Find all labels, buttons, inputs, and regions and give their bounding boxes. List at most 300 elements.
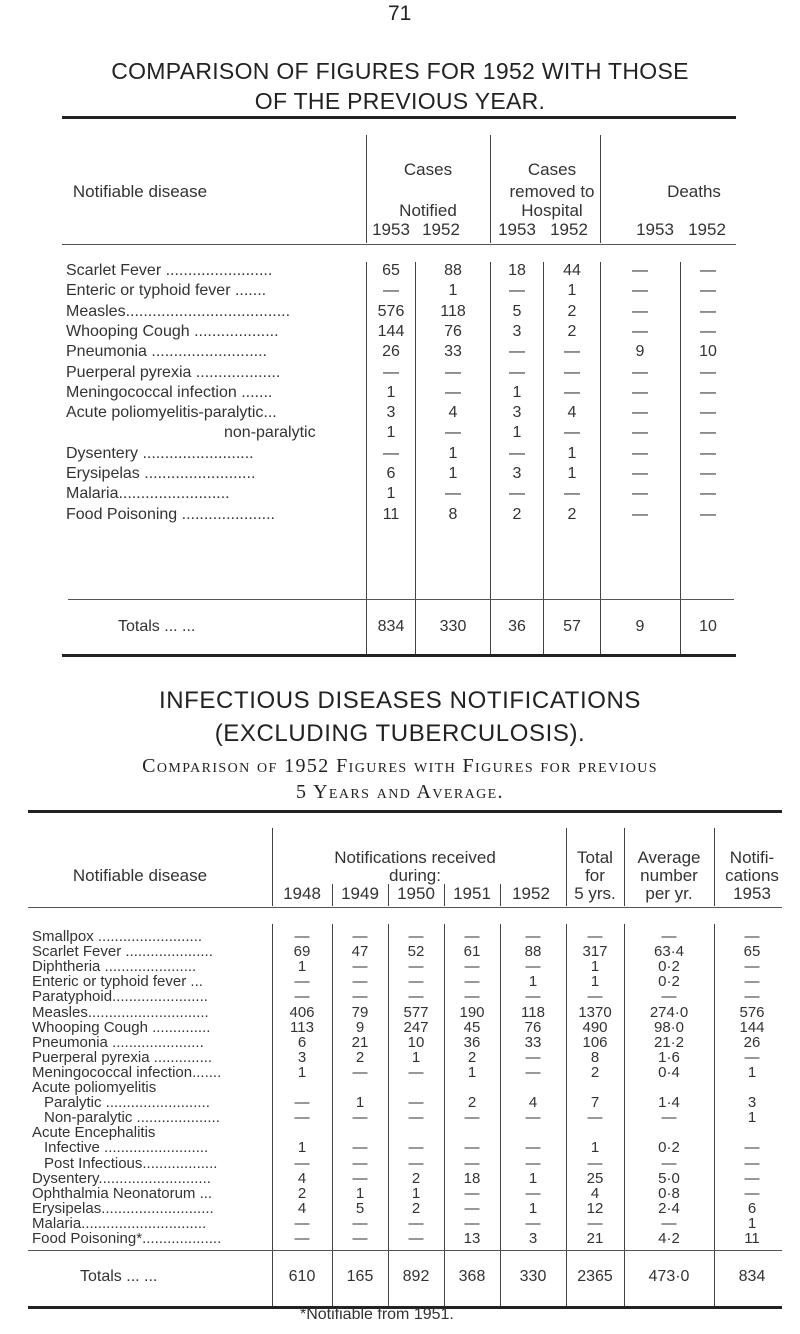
table-row-label: Infective ......................... — [44, 1139, 209, 1157]
table-row-label: Smallpox ......................... — [32, 928, 203, 945]
table-cell: 247 — [403, 1018, 429, 1036]
table-cell: — — [525, 988, 541, 1006]
table-row-label: Pneumonia .......................... — [66, 343, 267, 361]
table-cell: 88 — [524, 943, 542, 961]
t2-header-notif-2: during: — [389, 866, 441, 885]
table-cell: 1 — [355, 1094, 365, 1112]
table-cell: — — [352, 1230, 368, 1247]
table-row-label: Ophthalmia Neonatorum ... — [32, 1184, 213, 1202]
table-cell: 1·4 — [658, 1094, 680, 1112]
table-cell: — — [700, 444, 716, 462]
table-cell: 4 — [528, 1094, 538, 1112]
table-row-label: Dysentery........................... — [32, 1169, 211, 1187]
table-cell: — — [509, 282, 525, 300]
table-cell: — — [445, 363, 461, 381]
t1-vline — [415, 262, 416, 656]
t2-year: 1951 — [453, 884, 491, 903]
table-cell: — — [661, 1109, 677, 1127]
table-row-label: Scarlet Fever ..................... — [32, 943, 213, 961]
table-cell: — — [445, 383, 461, 401]
table-cell: 6 — [747, 1199, 757, 1217]
t2-header-avg-3: per yr. — [645, 884, 693, 903]
table-cell: 21 — [586, 1230, 604, 1247]
totals-cell: 330 — [439, 618, 467, 635]
table-cell: — — [744, 1139, 760, 1157]
table-cell: 3 — [297, 1048, 307, 1066]
table-cell: 79 — [351, 1003, 369, 1021]
section-title: INFECTIOUS DISEASES NOTIFICATIONS — [158, 687, 642, 714]
totals-label: Totals ... ... — [118, 618, 196, 635]
table-cell: 4·2 — [658, 1230, 680, 1247]
table-cell: — — [744, 1169, 760, 1187]
table-cell: — — [632, 404, 648, 422]
table-row-label: Erysipelas........................... — [32, 1199, 214, 1217]
table-cell: 118 — [521, 1003, 545, 1021]
table-cell: 0·2 — [658, 973, 680, 991]
table-cell: 0·2 — [658, 958, 680, 976]
table-cell: 1 — [448, 465, 458, 482]
table-cell: 2 — [467, 1094, 477, 1112]
table-cell: 106 — [582, 1033, 608, 1051]
table-cell: — — [294, 1154, 310, 1172]
table-cell: — — [564, 383, 580, 401]
table-cell: 1370 — [578, 1003, 612, 1021]
table-cell: — — [352, 988, 368, 1006]
page-title: COMPARISON OF FIGURES FOR 1952 WITH THOSE — [111, 58, 689, 84]
table-cell: 113 — [290, 1018, 314, 1036]
table-row-label: Whooping Cough ................... — [66, 322, 279, 340]
totals-cell: 368 — [458, 1268, 486, 1285]
table-cell: 1 — [747, 1063, 757, 1081]
t2-header-avg-1: Average — [637, 848, 701, 867]
table-cell: 4 — [590, 1184, 600, 1202]
table-cell: — — [445, 424, 461, 442]
t2-year: 1952 — [512, 884, 550, 903]
table-cell: — — [408, 928, 424, 945]
table-row-label: Food Poisoning ..................... — [66, 505, 275, 523]
table-cell: 98·0 — [653, 1018, 685, 1036]
table-row-label: Whooping Cough .............. — [32, 1018, 211, 1036]
table-cell: — — [352, 1214, 368, 1232]
table-cell: 0·4 — [658, 1063, 680, 1081]
table-cell: — — [632, 282, 648, 300]
table-row-label: non-paralytic — [224, 424, 316, 442]
t1-header-removed-3: Hospital — [521, 201, 583, 220]
table-cell: — — [525, 1048, 541, 1066]
table-cell: — — [408, 988, 424, 1006]
table-cell: — — [525, 928, 541, 945]
table-cell: 6 — [386, 465, 396, 482]
table-cell: 10 — [407, 1033, 425, 1051]
table-cell: 3 — [512, 404, 522, 422]
table-row-label: Pneumonia ...................... — [32, 1033, 204, 1051]
t2-totals-rule — [28, 1250, 782, 1251]
table-cell: 76 — [524, 1018, 542, 1036]
table-cell: — — [700, 404, 716, 422]
table-row-label: Dysentery ......................... — [66, 444, 254, 462]
table-cell: — — [632, 322, 648, 340]
table-row-label: Enteric or typhoid fever ... — [32, 973, 203, 991]
table-cell: 0·2 — [658, 1139, 680, 1157]
table-cell: 2·4 — [658, 1199, 680, 1217]
table-cell: — — [408, 1214, 424, 1232]
table-cell: 1 — [567, 282, 577, 300]
table-cell: 406 — [289, 1003, 315, 1021]
table-row-label: Diphtheria ...................... — [32, 958, 197, 976]
t2-header-notif53-1: Notifi- — [729, 848, 775, 867]
table-row-label: Food Poisoning*................... — [32, 1230, 222, 1247]
table-cell: 12 — [586, 1199, 604, 1217]
table-cell: 0·8 — [658, 1184, 680, 1202]
table-cell: — — [464, 988, 480, 1006]
table-row-label: Acute poliomyelitis — [32, 1079, 157, 1096]
table-cell: — — [632, 424, 648, 442]
table-cell: 8 — [448, 505, 458, 523]
table-cell: 1 — [355, 1184, 365, 1202]
table-cell: 4 — [567, 404, 577, 422]
table-cell: 2 — [355, 1048, 365, 1066]
table-cell: — — [632, 363, 648, 381]
table-cell: — — [744, 1154, 760, 1172]
table-cell: — — [509, 444, 525, 462]
t1-header-notified-2: Notified — [399, 201, 457, 220]
table-cell: — — [525, 1063, 541, 1081]
t1-bottom-rule — [62, 654, 736, 657]
table-cell: — — [700, 424, 716, 442]
table-cell: 3 — [512, 465, 522, 482]
table-cell: — — [509, 343, 525, 361]
table-cell: — — [352, 958, 368, 976]
table-cell: — — [700, 465, 716, 482]
table-cell: 2 — [411, 1199, 421, 1217]
t2-vline — [444, 884, 445, 906]
table-row-label: Puerperal pyrexia .............. — [32, 1048, 213, 1066]
t1-year: 1953 — [372, 220, 410, 239]
section-subtitle: (EXCLUDING TUBERCULOSIS). — [214, 720, 586, 747]
t1-header-removed-1: Cases — [527, 160, 577, 179]
table-cell: — — [352, 1109, 368, 1127]
table-cell: 69 — [293, 943, 311, 961]
table-cell: — — [525, 1109, 541, 1127]
table-row-label: Enteric or typhoid fever ....... — [66, 282, 267, 300]
t2-vline — [388, 884, 389, 906]
table-cell: — — [352, 928, 368, 945]
table-cell: — — [587, 988, 603, 1006]
table-cell: 11 — [382, 505, 400, 523]
table-cell: 7 — [590, 1094, 600, 1112]
t1-header-deaths: Deaths — [667, 182, 721, 201]
table-cell: — — [294, 1109, 310, 1127]
table-cell: 1·6 — [658, 1048, 680, 1066]
totals-cell: 834 — [377, 618, 405, 635]
table-cell: 63·4 — [653, 943, 685, 961]
table-cell: 18 — [463, 1169, 481, 1187]
t2-header-rule — [28, 907, 782, 908]
table-cell: — — [525, 1214, 541, 1232]
table-cell: 1 — [448, 282, 458, 300]
table-cell: 1 — [567, 444, 577, 462]
table-cell: 118 — [440, 302, 466, 320]
table-cell: — — [564, 343, 580, 361]
t2-year: 1949 — [341, 884, 379, 903]
table-cell: 44 — [563, 262, 581, 279]
t1-vline — [366, 135, 367, 243]
totals-cell: 10 — [699, 618, 717, 635]
table-cell: — — [632, 505, 648, 523]
table-cell: 9 — [635, 343, 645, 361]
table-row-label: Meningococcal infection ....... — [66, 383, 273, 401]
table-cell: 2 — [467, 1048, 477, 1066]
t1-vline — [366, 262, 367, 656]
footnote: *Notifiable from 1951. — [300, 1306, 454, 1323]
table-cell: — — [661, 1154, 677, 1172]
table-cell: 4 — [448, 404, 458, 422]
t2-header-total-1: Total — [577, 848, 613, 867]
t1-year: 1952 — [422, 220, 460, 239]
table-cell: 25 — [586, 1169, 604, 1187]
table-cell: 1 — [528, 1169, 538, 1187]
table-cell: — — [294, 1214, 310, 1232]
table-row-label: Measles..................................... — [66, 302, 291, 320]
page-number: 71 — [388, 2, 412, 25]
table-cell: 13 — [463, 1230, 481, 1247]
table-cell: — — [632, 444, 648, 462]
t2-header-disease: Notifiable disease — [72, 866, 208, 885]
totals-cell: 9 — [635, 618, 645, 635]
table-cell: 1 — [590, 958, 600, 976]
table-cell: 1 — [467, 1063, 477, 1081]
table-cell: — — [464, 1214, 480, 1232]
table-cell: — — [408, 1094, 424, 1112]
table-cell: — — [464, 1184, 480, 1202]
table-cell: 21 — [351, 1033, 369, 1051]
table-cell: — — [587, 1109, 603, 1127]
table-cell: 1 — [386, 424, 396, 442]
totals-cell: 36 — [508, 618, 526, 635]
t2-vline — [332, 884, 333, 906]
table-cell: — — [408, 1230, 424, 1247]
table-cell: — — [700, 302, 716, 320]
page-title-line2: OF THE PREVIOUS YEAR. — [254, 88, 546, 114]
table-cell: — — [408, 1109, 424, 1127]
table-cell: 10 — [699, 343, 717, 361]
table-cell: — — [464, 958, 480, 976]
table-cell: — — [525, 1184, 541, 1202]
table-cell: 576 — [377, 302, 405, 320]
totals-cell: 834 — [738, 1268, 766, 1285]
table-cell: 8 — [590, 1048, 600, 1066]
table-cell: — — [352, 973, 368, 991]
table-cell: — — [445, 485, 461, 503]
t2-year: 1950 — [397, 884, 435, 903]
table-cell: 2 — [567, 302, 577, 320]
section-caption-2: 5 Years and Average. — [296, 781, 504, 803]
table-cell: 1 — [747, 1214, 757, 1232]
t1-header-removed-2: removed to — [509, 182, 595, 201]
table-cell: — — [661, 1214, 677, 1232]
t1-year: 1953 — [498, 220, 536, 239]
table-cell: 2 — [411, 1169, 421, 1187]
table-cell: — — [294, 973, 310, 991]
table-cell: — — [700, 505, 716, 523]
t2-header-notif-1: Notifications received — [334, 848, 496, 867]
t1-vline — [680, 262, 681, 656]
table-cell: 1 — [386, 485, 396, 503]
t1-year: 1952 — [550, 220, 588, 239]
t2-header-total-3: 5 yrs. — [574, 884, 616, 903]
table-cell: — — [744, 928, 760, 945]
table-cell: — — [352, 1154, 368, 1172]
t1-vline — [490, 135, 491, 243]
table-cell: 3 — [512, 322, 522, 340]
table-cell: 190 — [459, 1003, 485, 1021]
table-cell: 52 — [407, 943, 425, 961]
table-cell: 2 — [567, 505, 577, 523]
table-cell: — — [744, 1184, 760, 1202]
table-cell: — — [525, 1139, 541, 1157]
table-cell: — — [700, 282, 716, 300]
table-row-label: Malaria......................... — [66, 485, 230, 503]
table-cell: — — [564, 424, 580, 442]
table-cell: — — [464, 973, 480, 991]
table-cell: 144 — [739, 1018, 765, 1036]
table-cell: 5 — [512, 302, 522, 320]
table-cell: — — [408, 1154, 424, 1172]
table-cell: 1 — [528, 1199, 538, 1217]
table-cell: — — [661, 928, 677, 945]
table-cell: 144 — [377, 322, 405, 340]
t2-header-total-2: for — [585, 866, 605, 885]
table-cell: — — [464, 1199, 480, 1217]
totals-cell: 892 — [402, 1268, 430, 1285]
table-row-label: Paralytic ......................... — [44, 1094, 210, 1112]
table-cell: 61 — [463, 943, 481, 961]
table-cell: — — [744, 958, 760, 976]
t2-header-avg-2: number — [640, 866, 698, 885]
table-cell: 1 — [747, 1109, 757, 1127]
table-row-label: Non-paralytic .................... — [44, 1109, 220, 1127]
table-cell: 1 — [590, 1139, 600, 1157]
t1-header-disease: Notifiable disease — [72, 182, 208, 201]
t1-header-notified-1: Cases — [403, 160, 453, 179]
table-cell: 88 — [444, 262, 462, 279]
table-cell: — — [632, 262, 648, 279]
table-cell: 1 — [590, 973, 600, 991]
t1-vline — [600, 262, 601, 656]
table-cell: 45 — [463, 1018, 481, 1036]
table-cell: — — [700, 262, 716, 279]
table-cell: 2 — [567, 322, 577, 340]
t2-vline — [714, 828, 715, 906]
table-cell: 1 — [448, 444, 458, 462]
table-cell: 5 — [355, 1199, 365, 1217]
table-cell: — — [744, 1048, 760, 1066]
totals-cell: 2365 — [577, 1268, 613, 1285]
table-row-label: Paratyphoid....................... — [32, 988, 208, 1006]
table-cell: 5·0 — [658, 1169, 680, 1187]
table-cell: — — [587, 928, 603, 945]
table-cell: — — [564, 485, 580, 503]
table-cell: 4 — [297, 1199, 307, 1217]
t1-year: 1953 — [636, 220, 674, 239]
table-row-label: Scarlet Fever ........................ — [66, 262, 273, 279]
table-cell: 36 — [463, 1033, 481, 1051]
t2-vline — [624, 828, 625, 906]
table-cell: — — [383, 363, 399, 381]
table-cell: — — [464, 928, 480, 945]
table-row-label: Malaria.............................. — [32, 1214, 207, 1232]
table-1-top-rule — [62, 116, 736, 119]
table-cell: 3 — [386, 404, 396, 422]
totals-cell: 165 — [346, 1268, 374, 1285]
table-cell: 1 — [297, 1063, 307, 1081]
table-cell: — — [700, 485, 716, 503]
t1-vline — [543, 262, 544, 656]
table-2-top-rule — [28, 810, 782, 813]
table-cell: — — [509, 363, 525, 381]
table-cell: — — [564, 363, 580, 381]
table-cell: 1 — [411, 1048, 421, 1066]
t1-vline — [490, 262, 491, 656]
table-cell: 26 — [382, 343, 400, 361]
table-cell: — — [383, 282, 399, 300]
t2-header-notif53-3: 1953 — [733, 884, 771, 903]
t2-vline — [566, 828, 567, 906]
table-cell: — — [352, 1139, 368, 1157]
table-cell: 490 — [582, 1018, 608, 1036]
table-row-label: Post Infectious.................. — [44, 1154, 218, 1172]
t1-header-rule — [62, 244, 736, 245]
table-cell: 47 — [351, 943, 369, 961]
table-cell: 3 — [747, 1094, 757, 1112]
table-cell: 1 — [411, 1184, 421, 1202]
table-cell: — — [744, 988, 760, 1006]
table-cell: 11 — [744, 1230, 760, 1247]
table-cell: 577 — [403, 1003, 429, 1021]
table-cell: — — [352, 1063, 368, 1081]
table-cell: 1 — [386, 383, 396, 401]
table-row-label: Acute Encephalitis — [32, 1124, 156, 1142]
totals-cell: 57 — [563, 618, 581, 635]
table-cell: 26 — [743, 1033, 761, 1051]
table-cell: — — [587, 1214, 603, 1232]
table-cell: 1 — [528, 973, 538, 991]
t2-year: 1948 — [283, 884, 321, 903]
table-cell: 274·0 — [649, 1003, 689, 1021]
table-cell: 1 — [567, 465, 577, 482]
t1-year: 1952 — [688, 220, 726, 239]
table-cell: — — [294, 1230, 310, 1247]
t2-vline — [272, 828, 273, 906]
table-cell: 21·2 — [653, 1033, 685, 1051]
table-cell: 33 — [444, 343, 462, 361]
table-cell: — — [632, 485, 648, 503]
table-cell: — — [744, 973, 760, 991]
table-cell: 76 — [444, 322, 462, 340]
table-cell: — — [661, 988, 677, 1006]
table-cell: 2 — [512, 505, 522, 523]
table-cell: — — [587, 1154, 603, 1172]
t1-vline — [600, 135, 601, 243]
table-cell: — — [408, 973, 424, 991]
t2-header-notif53-2: cations — [725, 866, 779, 885]
table-cell: 1 — [512, 383, 522, 401]
table-cell: — — [700, 363, 716, 381]
table-cell: — — [632, 302, 648, 320]
table-cell: — — [408, 1139, 424, 1157]
table-cell: 1 — [297, 1139, 307, 1157]
table-row-label: Acute poliomyelitis-paralytic... — [66, 404, 277, 422]
